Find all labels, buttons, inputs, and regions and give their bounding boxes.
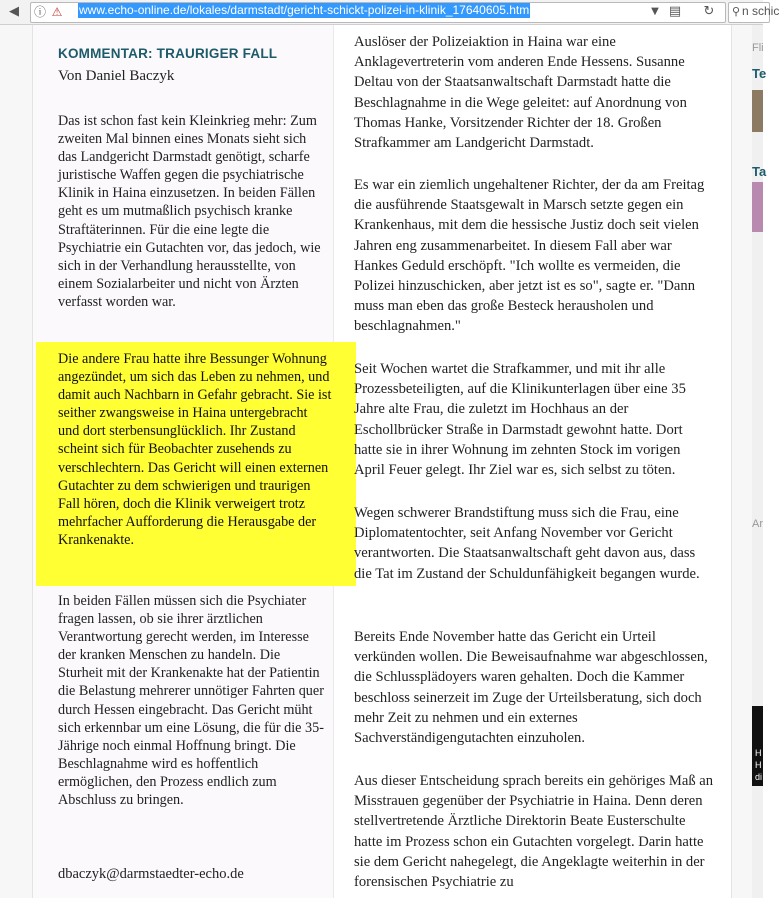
back-icon[interactable]: ◀: [9, 4, 19, 19]
sidebar-fragment: di: [755, 772, 763, 782]
reload-icon[interactable]: ↻: [703, 4, 715, 19]
sidebar-fragment[interactable]: Ta: [752, 164, 767, 179]
sidebar-fragment: Ar: [752, 518, 763, 530]
sidebar-fragment[interactable]: Te: [752, 66, 767, 81]
sidebar-fragment: Fli: [752, 42, 764, 54]
article-paragraph: Auslöser der Polizeiaktion in Haina war eine Anklagevertreterin vom anderen Ende Hessens. Susanne Deltau von der Staatsanwaltschaft Darmstadt hatte die Beschlagnahme in die Wege geleitet: auf Anordnung von Thomas Hanke, Vorsitzender Richter der 18. Großen Strafkammer am Landgericht Darmstadt.: [354, 34, 687, 152]
sidebar-fragment: H: [755, 760, 762, 770]
info-icon[interactable]: ⓘ: [33, 5, 46, 19]
commentary-paragraph: In beiden Fällen müssen sich die Psychiater fragen lassen, ob sie ihrer ärztlichen Verantwortung gerecht werden, im Interesse der kranken Menschen zu handeln. Die Sturheit mit der Krankenakte hat der Patientin die Belastung mehrerer unnötiger Fahrten quer durch Hessen eingebracht. Das Gericht müht sich erkennbar um eine Lösung, die für die 35-Jährige noch einmal Hoffnung bringt. Die Beschlagnahme wird es hoffentlich ermöglichen, den Prozess endlich zum Abschluss zu bringen.: [58, 593, 324, 809]
sidebar-thumbnail[interactable]: [752, 182, 763, 232]
highlighted-paragraph: Die andere Frau hatte ihre Bessunger Wohnung angezündet, um sich das Leben zu nehmen, und damit auch Nachbarn in Gefahr gebracht. Sie ist seither zwangsweise in Haina untergebracht und dort sterbensunglücklich. Ihr Zustand scheint sich für Beobachter zusehends zu verschlechtern. Das Gericht will einen externen Gutachter zu dem schwierigen und traurigen Fall hören, doch die Klinik verweigert trotz mehrfacher Aufforderung die Herausgabe der Krankenakte.: [58, 351, 332, 548]
author-email-link[interactable]: dbaczyk@darmstaedter-echo.de: [58, 866, 244, 882]
search-icon[interactable]: ⚲: [731, 5, 741, 18]
article-paragraph: Wegen schwerer Brandstiftung muss sich die Frau, eine Diplomatentochter, seit Anfang November vor Gericht verantworten. Die Staatsanwaltschaft geht davon aus, dass die Tat im Zustand der Schuldunfähigkeit begangen wurde.: [354, 505, 700, 582]
mixed-content-icon[interactable]: ⚠: [51, 5, 63, 19]
article-paragraph: Aus dieser Entscheidung sprach bereits ein gehöriges Maß an Misstrauen gegenüber der Psychiatrie in Haina. Denn deren stellvertretende Ärztliche Direktorin Beate Eusterschulte hatte im Prozess schon ein Gutachten vorgelegt. Darin hatte sie dem Gericht nahegelegt, die Angeklagte weiterhin in der forensischen Psychiatrie zu: [354, 773, 714, 891]
commentary-author: Von Daniel Baczyk: [58, 68, 175, 84]
commentary-heading: KOMMENTAR: TRAURIGER FALL: [58, 46, 278, 61]
article-paragraph: Es war ein ziemlich ungehaltener Richter, der da am Freitag die ausführende Staatsgewalt in Marsch setzte gegen ein Krankenhaus, mit dem die hessische Justiz doch seit vielen Jahren eng zusammenarbeitet. In diesem Fall aber war Hankes Geduld erschöpft. "Ich wollte es vermeiden, die Polizei hinzuschicken, aber jetzt ist es so", sagte er. "Dann muss man eben das große Besteck herausholen und beschlagnahmen.": [354, 177, 705, 335]
commentary-paragraph: Das ist schon fast kein Kleinkrieg mehr: Zum zweiten Mal binnen eines Monats sieht sich das Landgericht Darmstadt genötigt, scharfe juristische Waffen gegen die psychiatrische Klinik in Haina einzusetzen. In beiden Fällen geht es um mutmaßlich psychisch kranke Straftäterinnen. Für die eine legte die Psychiatrie ein Gutachten vor, das jedoch, wie sich in der Verhandlung herausstellte, von einem Sozialarbeiter und nicht von Ärzten verfasst worden war.: [58, 113, 321, 310]
search-input[interactable]: n schic: [742, 4, 779, 18]
sidebar-fragment: H: [755, 748, 762, 758]
article-paragraph: Bereits Ende November hatte das Gericht ein Urteil verkünden wollen. Die Beweisaufnahme war abgeschlossen, die Schlussplädoyers waren gehalten. Doch die Kammer beschloss seinerzeit im Zuge der Urteilsberatung, sich doch mehr Zeit zu nehmen und ein externes Sachverständigengutachten einzuholen.: [354, 629, 708, 747]
dropdown-icon[interactable]: ▼: [651, 6, 659, 17]
sidebar-thumbnail[interactable]: [752, 90, 763, 132]
url-text[interactable]: www.echo-online.de/lokales/darmstadt/gericht-schickt-polizei-in-klinik_17640605.htm: [79, 3, 530, 17]
article-paragraph: Seit Wochen wartet die Strafkammer, und mit ihr alle Prozessbeteiligten, auf die Klinikunterlagen über eine 35 Jahre alte Frau, die zuletzt im Hochhaus an der Eschollbrücker Straße in Darmstadt gewohnt hatte. Dort hatte sie in ihrer Wohnung im zehnten Stock im vorigen April Feuer gelegt. Ihr Ziel war es, sich selbst zu töten.: [354, 361, 686, 479]
reader-view-icon[interactable]: ▤: [668, 4, 682, 19]
